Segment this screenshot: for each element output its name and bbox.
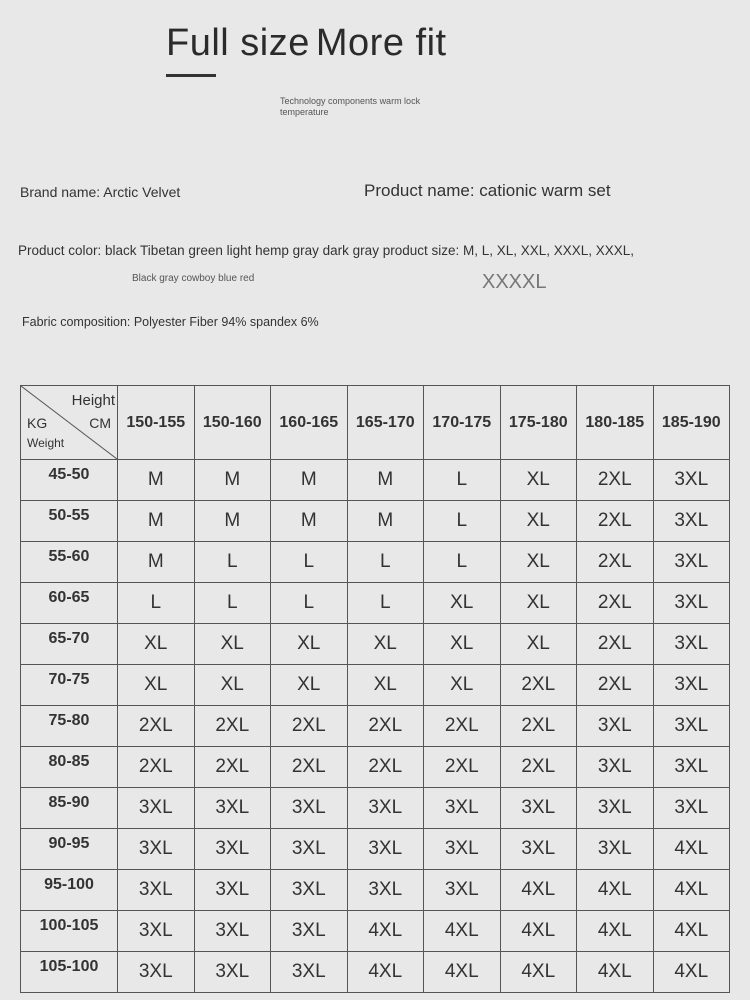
weight-cell: 100-105	[21, 911, 118, 952]
size-cell: XL	[500, 583, 577, 624]
size-cell: 2XL	[500, 747, 577, 788]
column-header: 170-175	[424, 386, 501, 460]
size-cell: 3XL	[653, 542, 730, 583]
size-cell: L	[194, 542, 271, 583]
size-cell: 3XL	[194, 788, 271, 829]
table-body	[21, 460, 730, 993]
size-cell: 3XL	[118, 870, 195, 911]
column-header: 180-185	[577, 386, 654, 460]
size-cell: 4XL	[653, 829, 730, 870]
size-cell: 3XL	[424, 870, 501, 911]
size-cell: 3XL	[271, 911, 348, 952]
size-cell: 4XL	[424, 911, 501, 952]
title-part-2: More fit	[315, 22, 447, 64]
size-cell: 3XL	[653, 460, 730, 501]
weight-cell: 95-100	[21, 870, 118, 911]
size-cell: 3XL	[271, 829, 348, 870]
subtitle: Technology components warm lock temperature	[280, 96, 421, 117]
brand-name: Brand name: Arctic Velvet	[20, 184, 181, 200]
size-cell: 3XL	[118, 829, 195, 870]
size-cell: 3XL	[194, 911, 271, 952]
table-row	[21, 501, 730, 542]
size-cell: 4XL	[577, 952, 654, 993]
column-header: 160-165	[271, 386, 348, 460]
weight-cell: 75-80	[21, 706, 118, 747]
size-cell: 3XL	[271, 952, 348, 993]
size-cell: 2XL	[577, 624, 654, 665]
size-cell: 2XL	[577, 583, 654, 624]
size-cell: 4XL	[347, 952, 424, 993]
size-cell: XL	[424, 624, 501, 665]
table-row	[21, 952, 730, 993]
size-cell: XL	[500, 542, 577, 583]
column-header: 185-190	[653, 386, 730, 460]
column-header: 175-180	[500, 386, 577, 460]
weight-cell: 80-85	[21, 747, 118, 788]
table-row	[21, 788, 730, 829]
size-cell: 2XL	[577, 501, 654, 542]
size-cell: 3XL	[577, 788, 654, 829]
size-cell: XL	[118, 624, 195, 665]
title-part-1: Full size	[166, 22, 310, 64]
size-cell: 2XL	[271, 706, 348, 747]
size-cell: M	[118, 460, 195, 501]
size-cell: L	[347, 583, 424, 624]
size-cell: 2XL	[194, 747, 271, 788]
weight-cell: 45-50	[21, 460, 118, 501]
size-cell: 4XL	[347, 911, 424, 952]
size-cell: 4XL	[500, 952, 577, 993]
size-cell: L	[194, 583, 271, 624]
size-cell: 2XL	[271, 747, 348, 788]
corner-height-label: Height	[71, 392, 115, 409]
size-cell: XL	[271, 624, 348, 665]
product-color-extra: Black gray cowboy blue red	[132, 273, 255, 284]
size-cell: 3XL	[653, 706, 730, 747]
table-row	[21, 665, 730, 706]
size-cell: XL	[500, 501, 577, 542]
fabric-composition: Fabric composition: Polyester Fiber 94% spandex 6%	[22, 315, 319, 329]
size-cell: 2XL	[347, 706, 424, 747]
size-cell: 2XL	[347, 747, 424, 788]
size-cell: M	[347, 460, 424, 501]
size-cell: 3XL	[194, 870, 271, 911]
size-cell: 3XL	[118, 788, 195, 829]
size-cell: 3XL	[653, 788, 730, 829]
size-cell: 3XL	[194, 952, 271, 993]
size-cell: XL	[347, 624, 424, 665]
size-cell: XL	[118, 665, 195, 706]
table-row	[21, 583, 730, 624]
size-cell: 2XL	[500, 665, 577, 706]
column-header: 150-160	[194, 386, 271, 460]
corner-weight-label: Weight	[27, 436, 65, 450]
size-cell: L	[424, 542, 501, 583]
size-cell: L	[271, 542, 348, 583]
column-header: 150-155	[118, 386, 195, 460]
weight-cell: 105-100	[21, 952, 118, 993]
size-cell: 4XL	[577, 870, 654, 911]
size-cell: L	[271, 583, 348, 624]
page-title	[166, 22, 447, 65]
header-row	[21, 386, 730, 460]
title-underline	[166, 74, 216, 77]
size-cell: L	[118, 583, 195, 624]
size-cell: 3XL	[577, 706, 654, 747]
weight-cell: 85-90	[21, 788, 118, 829]
corner-kg-label: KG	[27, 415, 48, 431]
size-cell: M	[347, 501, 424, 542]
table-row	[21, 747, 730, 788]
size-cell: M	[194, 501, 271, 542]
size-cell: M	[271, 501, 348, 542]
size-cell: XL	[271, 665, 348, 706]
product-name: Product name: cationic warm set	[364, 181, 611, 200]
table-row	[21, 829, 730, 870]
table-row	[21, 624, 730, 665]
size-cell: 4XL	[500, 870, 577, 911]
size-cell: 3XL	[653, 501, 730, 542]
size-cell: 2XL	[118, 747, 195, 788]
size-cell: 4XL	[653, 952, 730, 993]
size-cell: 2XL	[194, 706, 271, 747]
size-cell: 4XL	[577, 911, 654, 952]
size-cell: 3XL	[118, 911, 195, 952]
size-cell: M	[118, 542, 195, 583]
size-cell: 2XL	[577, 460, 654, 501]
size-cell: 3XL	[653, 624, 730, 665]
table-row	[21, 542, 730, 583]
size-cell: 3XL	[271, 870, 348, 911]
product-color-size: Product color: black Tibetan green light hemp gray dark gray product size: M, L, XL, XXL, XXXL, XXXL,	[18, 243, 635, 258]
size-cell: 2XL	[424, 706, 501, 747]
size-cell: 3XL	[271, 788, 348, 829]
weight-cell: 90-95	[21, 829, 118, 870]
size-cell: 2XL	[424, 747, 501, 788]
weight-cell: 50-55	[21, 501, 118, 542]
column-header: 165-170	[347, 386, 424, 460]
size-cell: 3XL	[653, 665, 730, 706]
size-cell: 3XL	[118, 952, 195, 993]
table-row	[21, 706, 730, 747]
size-cell: M	[118, 501, 195, 542]
size-cell: L	[424, 501, 501, 542]
size-cell: 3XL	[577, 747, 654, 788]
table-row	[21, 911, 730, 952]
corner-cell	[21, 386, 118, 460]
size-cell: 2XL	[577, 665, 654, 706]
size-cell: 3XL	[347, 788, 424, 829]
size-cell: 3XL	[194, 829, 271, 870]
size-cell: 3XL	[347, 870, 424, 911]
size-cell: XL	[194, 624, 271, 665]
size-cell: 3XL	[500, 788, 577, 829]
size-cell: XL	[424, 583, 501, 624]
table-row	[21, 870, 730, 911]
weight-cell: 65-70	[21, 624, 118, 665]
size-cell: XL	[194, 665, 271, 706]
size-cell: XL	[347, 665, 424, 706]
size-cell: 3XL	[424, 829, 501, 870]
size-cell: 3XL	[653, 747, 730, 788]
size-cell: 3XL	[653, 583, 730, 624]
weight-cell: 55-60	[21, 542, 118, 583]
size-cell: 4XL	[500, 911, 577, 952]
size-cell: 3XL	[347, 829, 424, 870]
size-cell: 2XL	[577, 542, 654, 583]
weight-cell: 60-65	[21, 583, 118, 624]
size-chart-table	[20, 385, 730, 993]
size-cell: 3XL	[577, 829, 654, 870]
size-cell: 3XL	[500, 829, 577, 870]
size-cell: L	[424, 460, 501, 501]
size-cell: M	[194, 460, 271, 501]
size-cell: 4XL	[653, 911, 730, 952]
weight-cell: 70-75	[21, 665, 118, 706]
size-cell: 3XL	[424, 788, 501, 829]
size-cell: 2XL	[118, 706, 195, 747]
product-size-extra: XXXXL	[482, 271, 547, 293]
table-row	[21, 460, 730, 501]
size-cell: M	[271, 460, 348, 501]
size-cell: XL	[500, 460, 577, 501]
size-cell: L	[347, 542, 424, 583]
size-cell: 4XL	[424, 952, 501, 993]
size-cell: 4XL	[653, 870, 730, 911]
corner-cm-label: CM	[89, 415, 111, 431]
size-cell: XL	[424, 665, 501, 706]
size-cell: 2XL	[500, 706, 577, 747]
size-cell: XL	[500, 624, 577, 665]
